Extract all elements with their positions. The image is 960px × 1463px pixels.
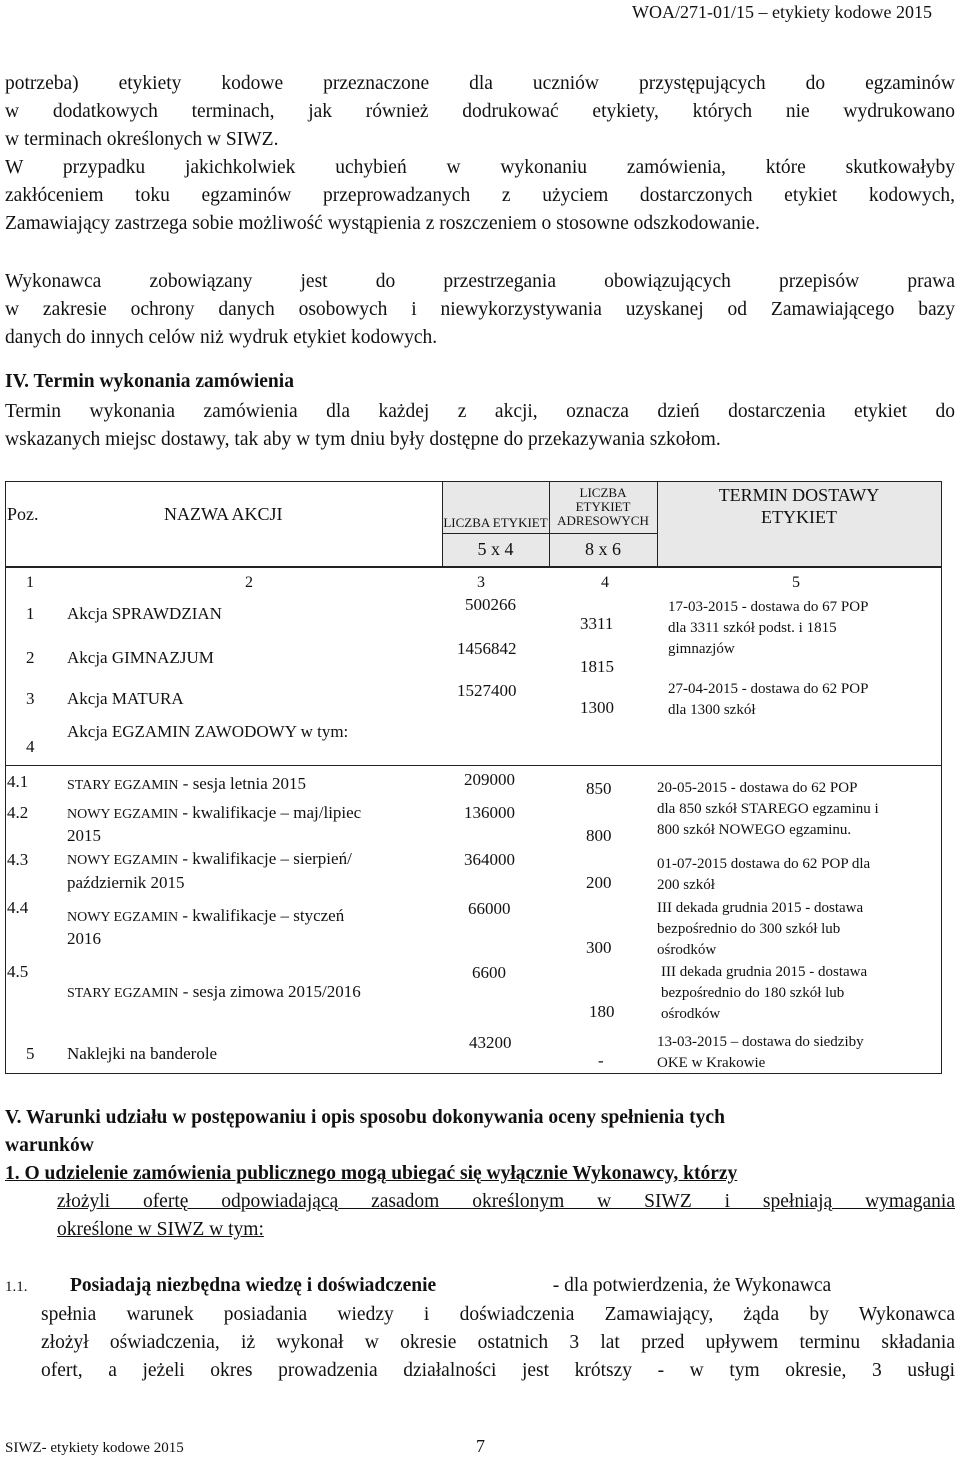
col-header-addr [549,486,657,528]
term-line: gimnazjów [668,641,735,657]
item-rest: - dla potwierdzenia, że Wykonawca [552,1275,832,1296]
col-header-name: NAZWA AKCJI [164,504,283,524]
term-line: III dekada grudnia 2015 - dostawa [661,964,868,980]
requirement-lead: 1. O udzielenie zamówienia publicznego mogą ubiegać się wyłącznie Wykonawcy, którzy [5,1163,738,1184]
row-name: Akcja GIMNAZJUM [67,648,214,667]
item-bold: Posiadają niezbędna wiedzę i doświadczenie [70,1275,437,1296]
text-line: Zamawiający zastrzega sobie możliwość wystąpienia z roszczeniem o stosowne odszkodowanie. [5,213,760,234]
section-divider [6,765,941,766]
section-4-heading: IV. Termin wykonania zamówienia [5,371,294,392]
text-line: potrzeba) etykiety kodowe przeznaczone dla uczniów przystępujących do egzaminów [5,73,955,94]
term-line: 01-07-2015 dostawa do 62 POP dla [657,856,871,872]
row-name: Naklejki na banderole [67,1044,218,1063]
exam-detail: - kwalifikacje – maj/lipiec [178,803,362,822]
row-poz: 1 [26,604,35,623]
intro-paragraph-3 [5,268,955,352]
requirement-line: złożyli ofertę odpowiadającą zasadom określonym w SIWZ i spełniają wymagania [57,1191,955,1212]
col-header-count: LICZBA ETYKIET [443,515,548,530]
col-number: 4 [601,574,609,591]
col-header-addr-line: ETYKIET [575,499,631,514]
row-name-cont: październik 2015 [67,873,185,892]
row-count: 500266 [465,595,516,614]
exam-detail: - sesja letnia 2015 [178,774,306,793]
row-name [67,982,361,1002]
page-number: 7 [476,1436,485,1456]
exam-detail: - kwalifikacje – styczeń [178,906,345,925]
row-poz: 3 [26,689,35,708]
row-name: Akcja EGZAMIN ZAWODOWY w tym: [67,722,349,741]
row-name [67,906,344,926]
term-block-banderole [657,1032,864,1074]
row-addr: 3311 [580,614,614,633]
row-poz: 4 [26,737,35,756]
exam-type: NOWY EGZAMIN [67,853,179,868]
row-count: 6600 [472,963,506,982]
term-block-winter-new [657,898,863,961]
row-count: 1527400 [457,681,517,700]
term-block-autumn [657,854,870,896]
row-name [67,803,361,823]
document-reference: WOA/271-01/15 – etykiety kodowe 2015 [632,2,932,22]
row-addr: 180 [589,1002,615,1021]
delivery-schedule-table [5,481,942,1074]
requirement-line: ofert, a jeżeli okres prowadzenia działalności jest krótszy - w tym okresie, 3 usługi [41,1360,955,1381]
term-block-matura [668,679,868,721]
requirement-1-1-first-line [5,1272,955,1301]
col-header-term-line: TERMIN DOSTAWY [718,485,880,505]
label-size-5x4: 5 x 4 [477,539,514,559]
row-count: 136000 [464,803,515,822]
row-poz: 4.2 [7,803,29,822]
requirement-line: określone w SIWZ w tym: [57,1219,264,1240]
intro-paragraph-2 [5,154,955,238]
text-line: Termin wykonania zamówienia dla każdej z akcji, oznacza dzień dostarczenia etykiet do [5,401,955,422]
row-addr: - [598,1051,604,1070]
intro-paragraph-1 [5,70,955,154]
heading-line: warunków [5,1135,94,1156]
row-name-cont: 2015 [67,826,101,845]
header-divider [6,566,941,568]
exam-type: STARY EGZAMIN [67,986,179,1001]
term-line: 20-05-2015 - dostawa do 62 POP [657,780,858,796]
row-addr: 1815 [580,657,614,676]
col-number: 3 [477,574,485,591]
term-block-zawodowy-summer [657,778,879,841]
term-line: dla 3311 szkół podst. i 1815 [668,620,837,636]
term-line: dla 1300 szkół [668,702,756,718]
row-count: 209000 [464,770,515,789]
row-name: Akcja SPRAWDZIAN [67,604,222,623]
term-line: 13-03-2015 – dostawa do siedziby [657,1034,864,1050]
exam-detail: - kwalifikacje – sierpień/ [178,849,352,868]
col-header-term-line: ETYKIET [761,507,837,527]
term-line: 800 szkół NOWEGO egzaminu. [657,822,852,838]
row-name: Akcja MATURA [67,689,184,708]
exam-type: NOWY EGZAMIN [67,910,179,925]
row-addr: 1300 [580,698,614,717]
text-line: w zakresie ochrony danych osobowych i niewykorzystywania uzyskanej od Zamawiającego bazy [5,299,955,320]
heading-line: V. Warunki udziału w postępowaniu i opis sposobu dokonywania oceny spełnienia tych [5,1107,725,1128]
requirement-1 [5,1160,955,1244]
term-line: bezpośrednio do 300 szkół lub [657,921,841,937]
row-count: 364000 [464,850,515,869]
row-poz: 4.4 [7,898,29,917]
term-line: bezpośrednio do 180 szkół lub [661,985,845,1001]
col-number: 5 [792,574,800,591]
row-addr: 800 [586,826,612,845]
requirement-line: spełnia warunek posiadania wiedzy i doświadczenia Zamawiający, żąda by Wykonawca [41,1304,955,1325]
term-block-winter-old [661,962,867,1025]
row-poz: 4.1 [7,772,29,791]
col-header-term [657,484,941,528]
section-4-body [5,398,955,454]
col-header-poz: Poz. [7,504,39,524]
requirement-line: złożył oświadczenia, iż wykonał w okresie ostatnich 3 lat przed upływem terminu składania [41,1332,955,1353]
row-addr: 300 [586,938,612,957]
term-block-primary [668,597,868,660]
exam-detail: - sesja zimowa 2015/2016 [178,982,361,1001]
row-name [67,774,306,794]
text-line: Wykonawca zobowiązany jest do przestrzegania obowiązujących przepisów prawa [5,271,955,292]
row-name-cont: 2016 [67,929,101,948]
text-line: w dodatkowych terminach, jak również dodrukować etykiety, których nie wydrukowano [5,101,955,122]
row-poz: 5 [26,1044,35,1063]
row-poz: 4.3 [7,850,29,869]
item-number: 1.1. [5,1279,28,1295]
section-5-heading [5,1104,935,1160]
row-addr: 200 [586,873,612,892]
row-count: 43200 [469,1033,512,1052]
text-line: danych do innych celów niż wydruk etykiet kodowych. [5,327,438,348]
text-line: W przypadku jakichkolwiek uchybień w wykonaniu zamówienia, które skutkowałyby [5,157,955,178]
term-line: OKE w Krakowie [657,1055,766,1071]
footer-title: SIWZ- etykiety kodowe 2015 [5,1440,184,1456]
label-size-8x6: 8 x 6 [585,539,621,559]
col-number: 2 [245,574,253,591]
text-line: zakłóceniem toku egzaminów przeprowadzanych z użyciem dostarczonych etykiet kodowych, [5,185,955,206]
term-line: dla 850 szkół STAREGO egzaminu i [657,801,879,817]
row-poz: 2 [26,648,35,667]
term-line: 17-03-2015 - dostawa do 67 POP [668,599,869,615]
row-poz: 4.5 [7,962,29,981]
term-line: ośrodków [661,1006,721,1022]
row-name [67,849,352,869]
exam-type: STARY EGZAMIN [67,778,179,793]
term-line: ośrodków [657,942,717,958]
text-line: w terminach określonych w SIWZ. [5,129,279,150]
col-header-addr-line: ADRESOWYCH [557,513,649,528]
row-count: 66000 [468,899,511,918]
row-addr: 850 [586,779,612,798]
col-header-addr-line: LICZBA [579,485,627,500]
term-line: III dekada grudnia 2015 - dostawa [657,900,864,916]
requirement-1-1 [5,1272,955,1385]
term-line: 200 szkół [657,877,715,893]
col-number: 1 [26,574,34,591]
term-line: 27-04-2015 - dostawa do 62 POP [668,681,869,697]
text-line: wskazanych miejsc dostawy, tak aby w tym dniu były dostępne do przekazywania szkołom. [5,429,721,450]
row-count: 1456842 [457,639,517,658]
exam-type: NOWY EGZAMIN [67,807,179,822]
